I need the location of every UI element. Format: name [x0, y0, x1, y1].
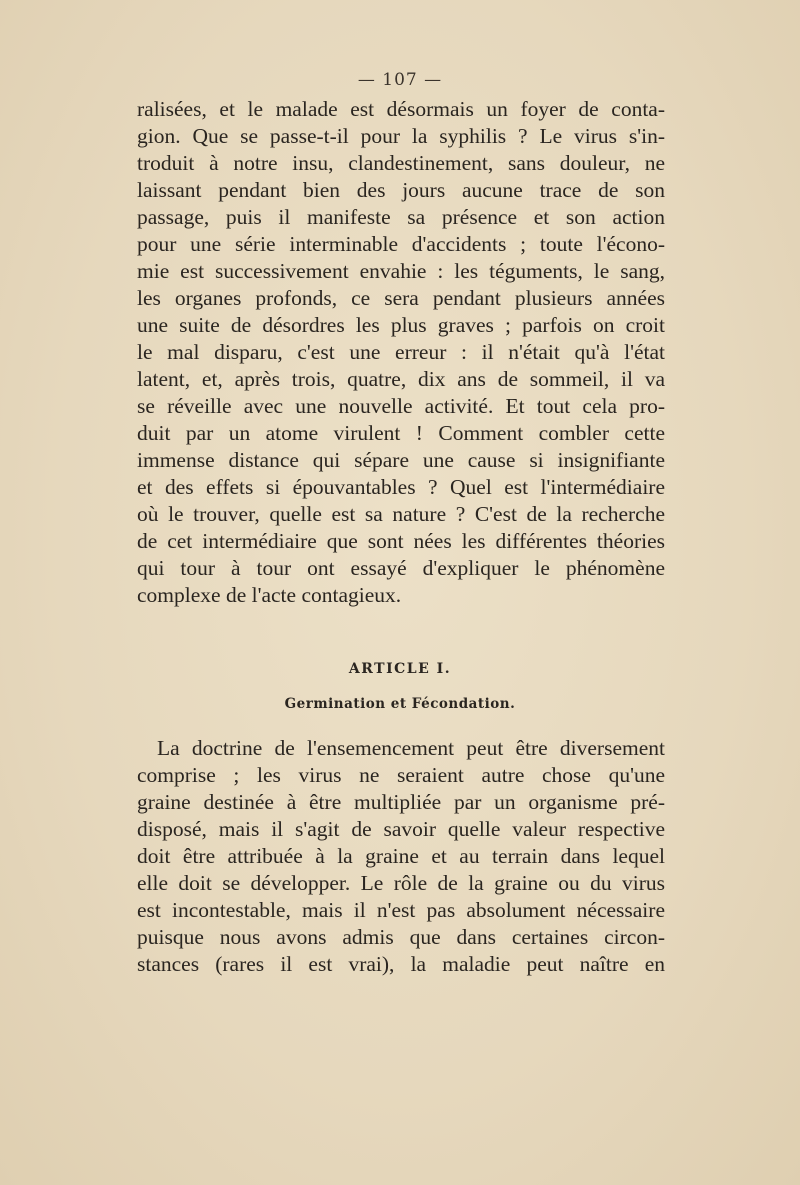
text-line: complexe de l'acte contagieux.	[137, 583, 402, 607]
article-heading: ARTICLE I.	[348, 661, 452, 677]
text-line: latent, et, après trois, quatre, dix ans de sommeil, il va	[137, 367, 665, 391]
text-line: qui tour à tour ont essayé d'expliquer le phénomène	[137, 556, 665, 580]
text-line: disposé, mais il s'agit de savoir quelle valeur respective	[137, 817, 665, 841]
text-line: pour une série interminable d'accidents ; toute l'écono-	[137, 232, 665, 256]
text-line: immense distance qui sépare une cause si insignifiante	[137, 448, 665, 472]
text-line: gion. Que se passe-t-il pour la syphilis ? Le virus s'in-	[137, 124, 665, 148]
text-line: elle doit se développer. Le rôle de la graine ou du virus	[137, 871, 665, 895]
text-line: une suite de désordres les plus graves ; parfois on croit	[137, 313, 665, 337]
text-line: duit par un atome virulent ! Comment combler cette	[137, 421, 665, 445]
page-number: — 107 —	[357, 70, 443, 90]
text-line: les organes profonds, ce sera pendant plusieurs années	[137, 286, 665, 310]
text-line: passage, puis il manifeste sa présence et son action	[137, 205, 665, 229]
text-line: puisque nous avons admis que dans certaines circon-	[137, 925, 665, 949]
paragraph-2	[137, 735, 665, 978]
text-line: laissant pendant bien des jours aucune trace de son	[137, 178, 665, 202]
text-line: le mal disparu, c'est une erreur : il n'était qu'à l'état	[137, 340, 665, 364]
text-line: de cet intermédiaire que sont nées les différentes théories	[137, 529, 665, 553]
text-line: stances (rares il est vrai), la maladie peut naître en	[137, 952, 665, 976]
text-line: ralisées, et le malade est désormais un foyer de conta-	[137, 97, 665, 121]
text-line: La doctrine de l'ensemencement peut être diversement	[157, 736, 665, 760]
text-line: se réveille avec une nouvelle activité. Et tout cela pro-	[137, 394, 665, 418]
text-line: troduit à notre insu, clandestinement, sans douleur, ne	[137, 151, 665, 175]
paragraph-1	[137, 96, 665, 609]
text-line: où le trouver, quelle est sa nature ? C'est de la recherche	[137, 502, 665, 526]
article-subheading: Germination et Fécondation.	[284, 696, 516, 712]
text-line: mie est successivement envahie : les téguments, le sang,	[137, 259, 665, 283]
text-line: est incontestable, mais il n'est pas absolument nécessaire	[137, 898, 665, 922]
text-line: comprise ; les virus ne seraient autre chose qu'une	[137, 763, 665, 787]
text-line: graine destinée à être multipliée par un organisme pré-	[137, 790, 665, 814]
text-line: doit être attribuée à la graine et au terrain dans lequel	[137, 844, 665, 868]
text-line: et des effets si épouvantables ? Quel est l'intermédiaire	[137, 475, 665, 499]
